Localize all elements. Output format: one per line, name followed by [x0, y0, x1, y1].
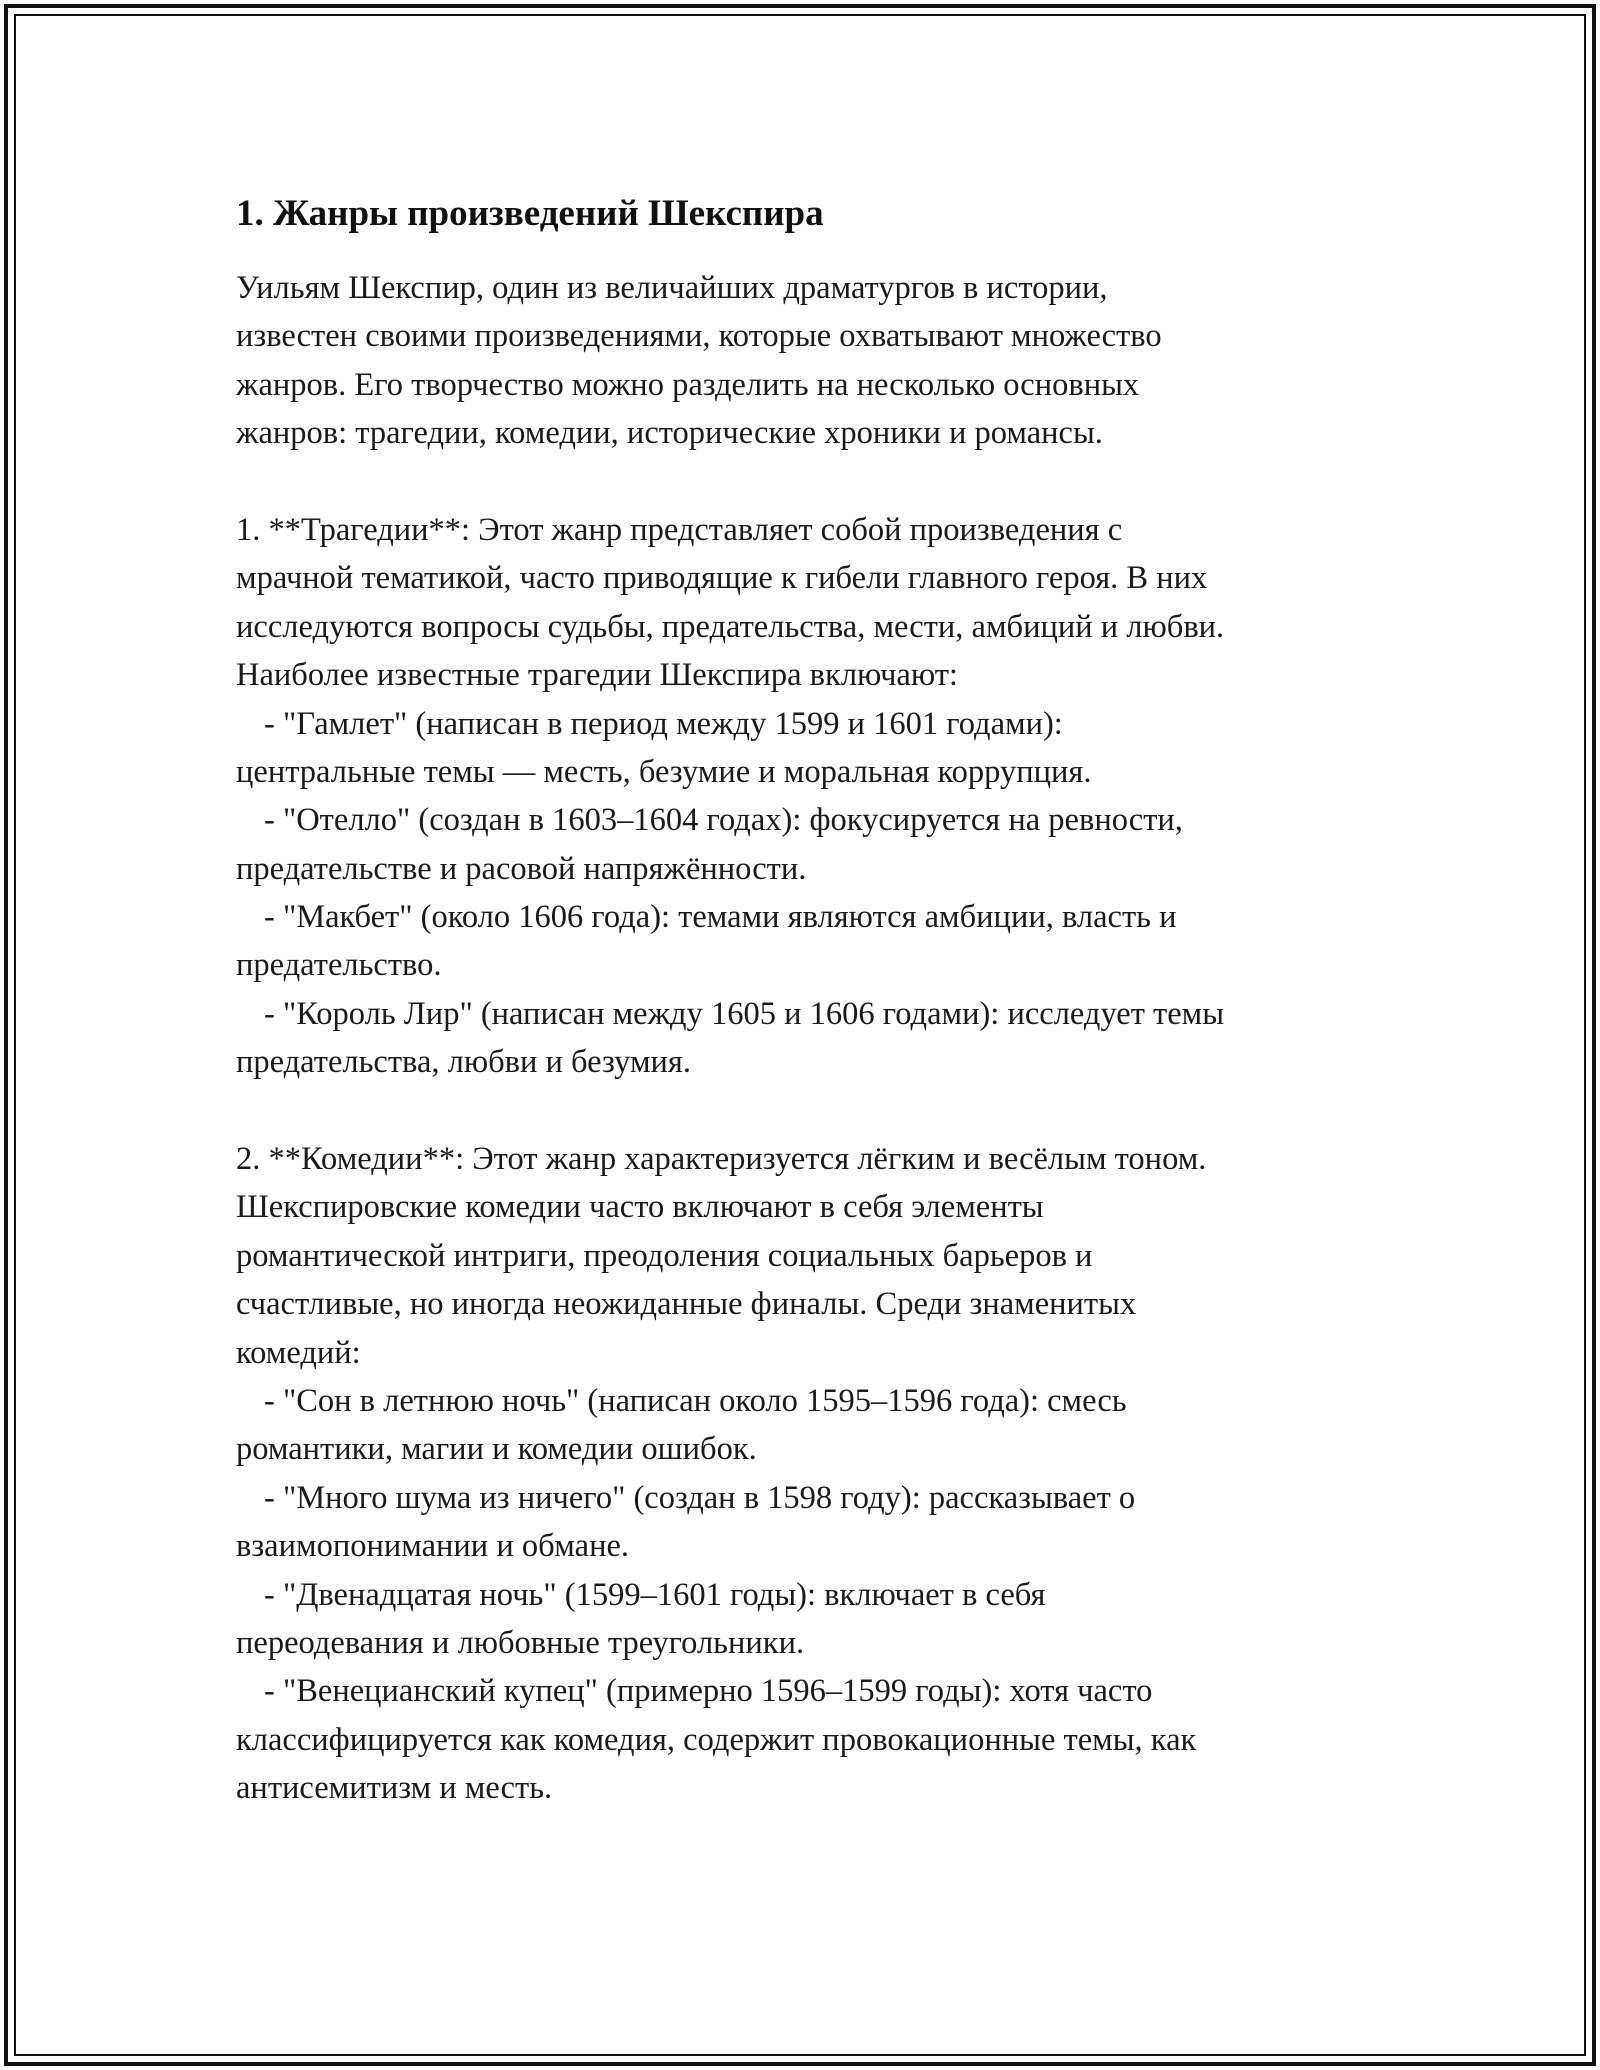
comedies-intro-line: комедий:: [236, 1334, 361, 1371]
list-item-king-lear-cont: предательства, любви и безумия.: [236, 1044, 691, 1081]
tragedies-intro-line: мрачной тематикой, часто приводящие к гибели главного героя. В них: [236, 560, 1208, 597]
intro-line: известен своими произведениями, которые охватывают множество: [236, 318, 1162, 355]
intro-line: жанров. Его творчество можно разделить на несколько основных: [236, 366, 1140, 403]
list-item-macbeth: - "Макбет" (около 1606 года): темами являются амбиции, власть и: [264, 899, 1177, 936]
comedies-intro-line: Шекспировские комедии часто включают в себя элементы: [236, 1189, 1044, 1226]
tragedies-intro-line: исследуются вопросы судьбы, предательства, мести, амбиций и любви.: [236, 608, 1225, 645]
list-item-midsummer: - "Сон в летнюю ночь" (написан около 1595–1596 года): смесь: [264, 1382, 1127, 1419]
list-item-twelfth-night: - "Двенадцатая ночь" (1599–1601 годы): включает в себя: [264, 1576, 1046, 1613]
list-item-twelfth-night-cont: переодевания и любовные треугольники.: [236, 1624, 805, 1661]
list-item-hamlet-cont: центральные темы — месть, безумие и моральная коррупция.: [236, 753, 1092, 790]
comedies-intro-line: счастливые, но иногда неожиданные финалы. Среди знаменитых: [236, 1286, 1137, 1323]
document-body: [236, 186, 1376, 1813]
intro-paragraph: [236, 264, 1376, 458]
intro-line: Уильям Шекспир, один из величайших драматургов в истории,: [236, 270, 1108, 306]
comedies-intro-line: 2. **Комедии**: Этот жанр характеризуется лёгким и весёлым тоном.: [236, 1141, 1207, 1178]
list-item-much-ado: - "Много шума из ничего" (создан в 1598 году): рассказывает о: [264, 1479, 1136, 1516]
list-item-midsummer-cont: романтики, магии и комедии ошибок.: [236, 1431, 757, 1468]
section-heading: 1. Жанры произведений Шекспира: [236, 193, 824, 234]
comedies-section: [236, 1135, 1376, 1812]
tragedies-section: [236, 506, 1376, 1087]
list-item-merchant-of-venice: - "Венецианский купец" (примерно 1596–1599 годы): хотя часто: [264, 1673, 1153, 1710]
list-item-macbeth-cont: предательство.: [236, 947, 442, 984]
list-item-merchant-of-venice-cont: классифицируется как комедия, содержит провокационные темы, как: [236, 1721, 1197, 1758]
list-item-much-ado-cont: взаимопонимании и обмане.: [236, 1528, 630, 1565]
list-item-king-lear: - "Король Лир" (написан между 1605 и 1606 годами): исследует темы: [264, 995, 1225, 1032]
paragraph-gap: [236, 458, 1376, 506]
paragraph-gap: [236, 1087, 1376, 1135]
tragedies-intro-line: 1. **Трагедии**: Этот жанр представляет собой произведения с: [236, 511, 1123, 548]
comedies-intro-line: романтической интриги, преодоления социальных барьеров и: [236, 1237, 1093, 1274]
list-item-othello: - "Отелло" (создан в 1603–1604 годах): фокусируется на ревности,: [264, 802, 1183, 839]
list-item-hamlet: - "Гамлет" (написан в период между 1599 и 1601 годами):: [264, 705, 1063, 742]
tragedies-intro-line: Наиболее известные трагедии Шекспира включают:: [236, 657, 958, 694]
list-item-merchant-of-venice-cont: антисемитизм и месть.: [236, 1770, 553, 1807]
intro-line: жанров: трагедии, комедии, исторические хроники и романсы.: [236, 415, 1103, 452]
list-item-othello-cont: предательстве и расовой напряжённости.: [236, 850, 807, 887]
